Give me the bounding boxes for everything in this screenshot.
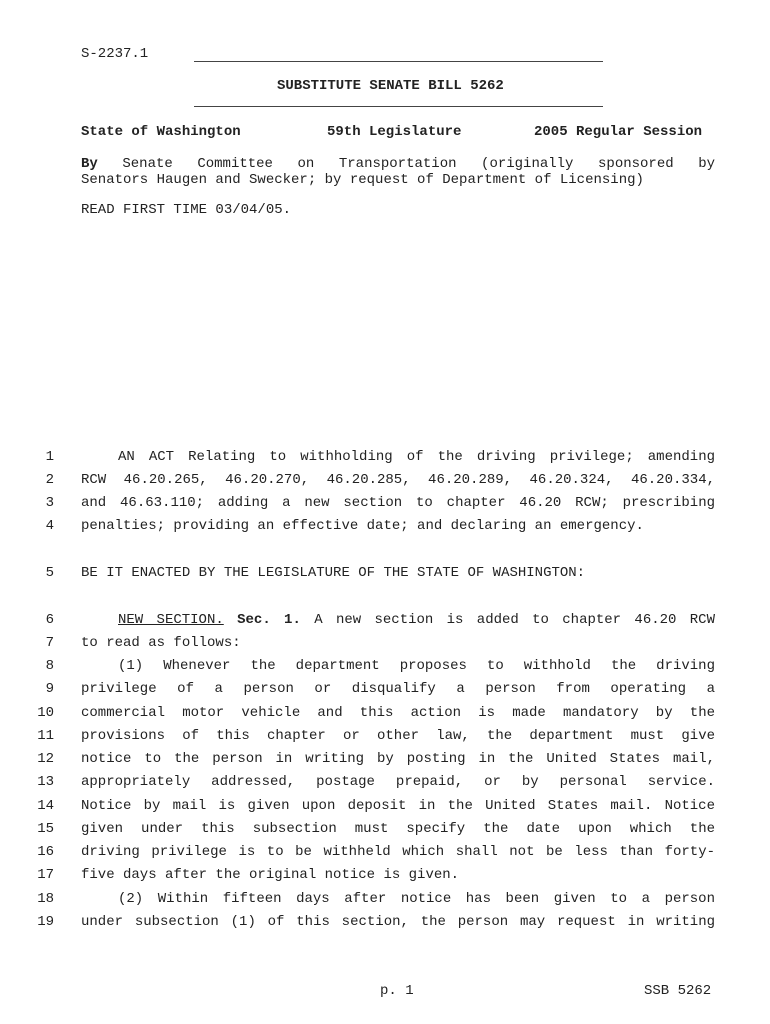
line-number: 18 <box>37 891 54 907</box>
line-number: 9 <box>45 681 54 697</box>
line-number: 14 <box>37 798 54 814</box>
legislature: 59th Legislature <box>327 124 462 140</box>
line-number: 7 <box>45 635 54 651</box>
page-number: p. 1 <box>380 983 414 999</box>
bill-text-line: given under this subsection must specify the date upon which the <box>81 821 715 837</box>
section-text: A new section is added to chapter 46.20 RCW <box>314 612 715 628</box>
bill-text-line: driving privilege is to be withheld which shall not be less than forty- <box>81 844 715 860</box>
bill-text-line: under subsection (1) of this section, the person may request in writing <box>81 914 715 930</box>
state-name: State of Washington <box>81 124 241 140</box>
line-number: 5 <box>45 565 54 581</box>
bill-text-line: Notice by mail is given upon deposit in the United States mail. Notice <box>81 798 715 814</box>
footer-bill-number: SSB 5262 <box>644 983 712 999</box>
document-id: S-2237.1 <box>81 46 149 62</box>
line-number: 13 <box>37 774 54 790</box>
bill-text-line: penalties; providing an effective date; and declaring an emergency. <box>81 518 644 534</box>
bill-text-line: RCW 46.20.265, 46.20.270, 46.20.285, 46.20.289, 46.20.324, 46.20.334, <box>81 472 715 488</box>
bill-text-line: BE IT ENACTED BY THE LEGISLATURE OF THE STATE OF WASHINGTON: <box>81 565 586 581</box>
bill-text-line: (1) Whenever the department proposes to withhold the driving <box>118 658 715 674</box>
line-number: 19 <box>37 914 54 930</box>
line-number: 8 <box>45 658 54 674</box>
new-section-label: NEW SECTION. <box>118 612 224 628</box>
bill-title: SUBSTITUTE SENATE BILL 5262 <box>277 78 504 94</box>
line-number: 6 <box>45 612 54 628</box>
bill-text-line: provisions of this chapter or other law, the department must give <box>81 728 715 744</box>
bill-text-line: commercial motor vehicle and this action is made mandatory by the <box>81 705 715 721</box>
line-number: 12 <box>37 751 54 767</box>
bill-text-line: notice to the person in writing by posting in the United States mail, <box>81 751 715 767</box>
line-number: 16 <box>37 844 54 860</box>
header-rule-bottom <box>194 106 603 107</box>
header-rule-top <box>194 61 603 62</box>
bill-text-line: (2) Within fifteen days after notice has been given to a person <box>118 891 715 907</box>
section-number: Sec. 1. <box>237 612 301 628</box>
line-number: 1 <box>45 449 54 465</box>
session: 2005 Regular Session <box>534 124 703 140</box>
bill-text-line: appropriately addressed, postage prepaid, or by personal service. <box>81 774 715 790</box>
sponsor-line-1: By Senate Committee on Transportation (originally sponsored by <box>81 156 715 172</box>
bill-text-line: and 46.63.110; adding a new section to chapter 46.20 RCW; prescribing <box>81 495 715 511</box>
line-number: 3 <box>45 495 54 511</box>
read-first-time: READ FIRST TIME 03/04/05. <box>81 202 292 218</box>
line-number: 11 <box>37 728 54 744</box>
bill-text-line: five days after the original notice is given. <box>81 867 460 883</box>
bill-text-line: privilege of a person or disqualify a person from operating a <box>81 681 715 697</box>
line-number: 15 <box>37 821 54 837</box>
line-number: 2 <box>45 472 54 488</box>
line-number: 4 <box>45 518 54 534</box>
bill-text-line: AN ACT Relating to withholding of the driving privilege; amending <box>118 449 715 465</box>
sponsor-by-label: By <box>81 156 98 172</box>
bill-text-line <box>81 611 715 629</box>
bill-text-line: to read as follows: <box>81 635 241 651</box>
sponsor-line-2: Senators Haugen and Swecker; by request of Department of Licensing) <box>81 172 644 188</box>
line-number: 17 <box>37 867 54 883</box>
line-number: 10 <box>37 705 54 721</box>
